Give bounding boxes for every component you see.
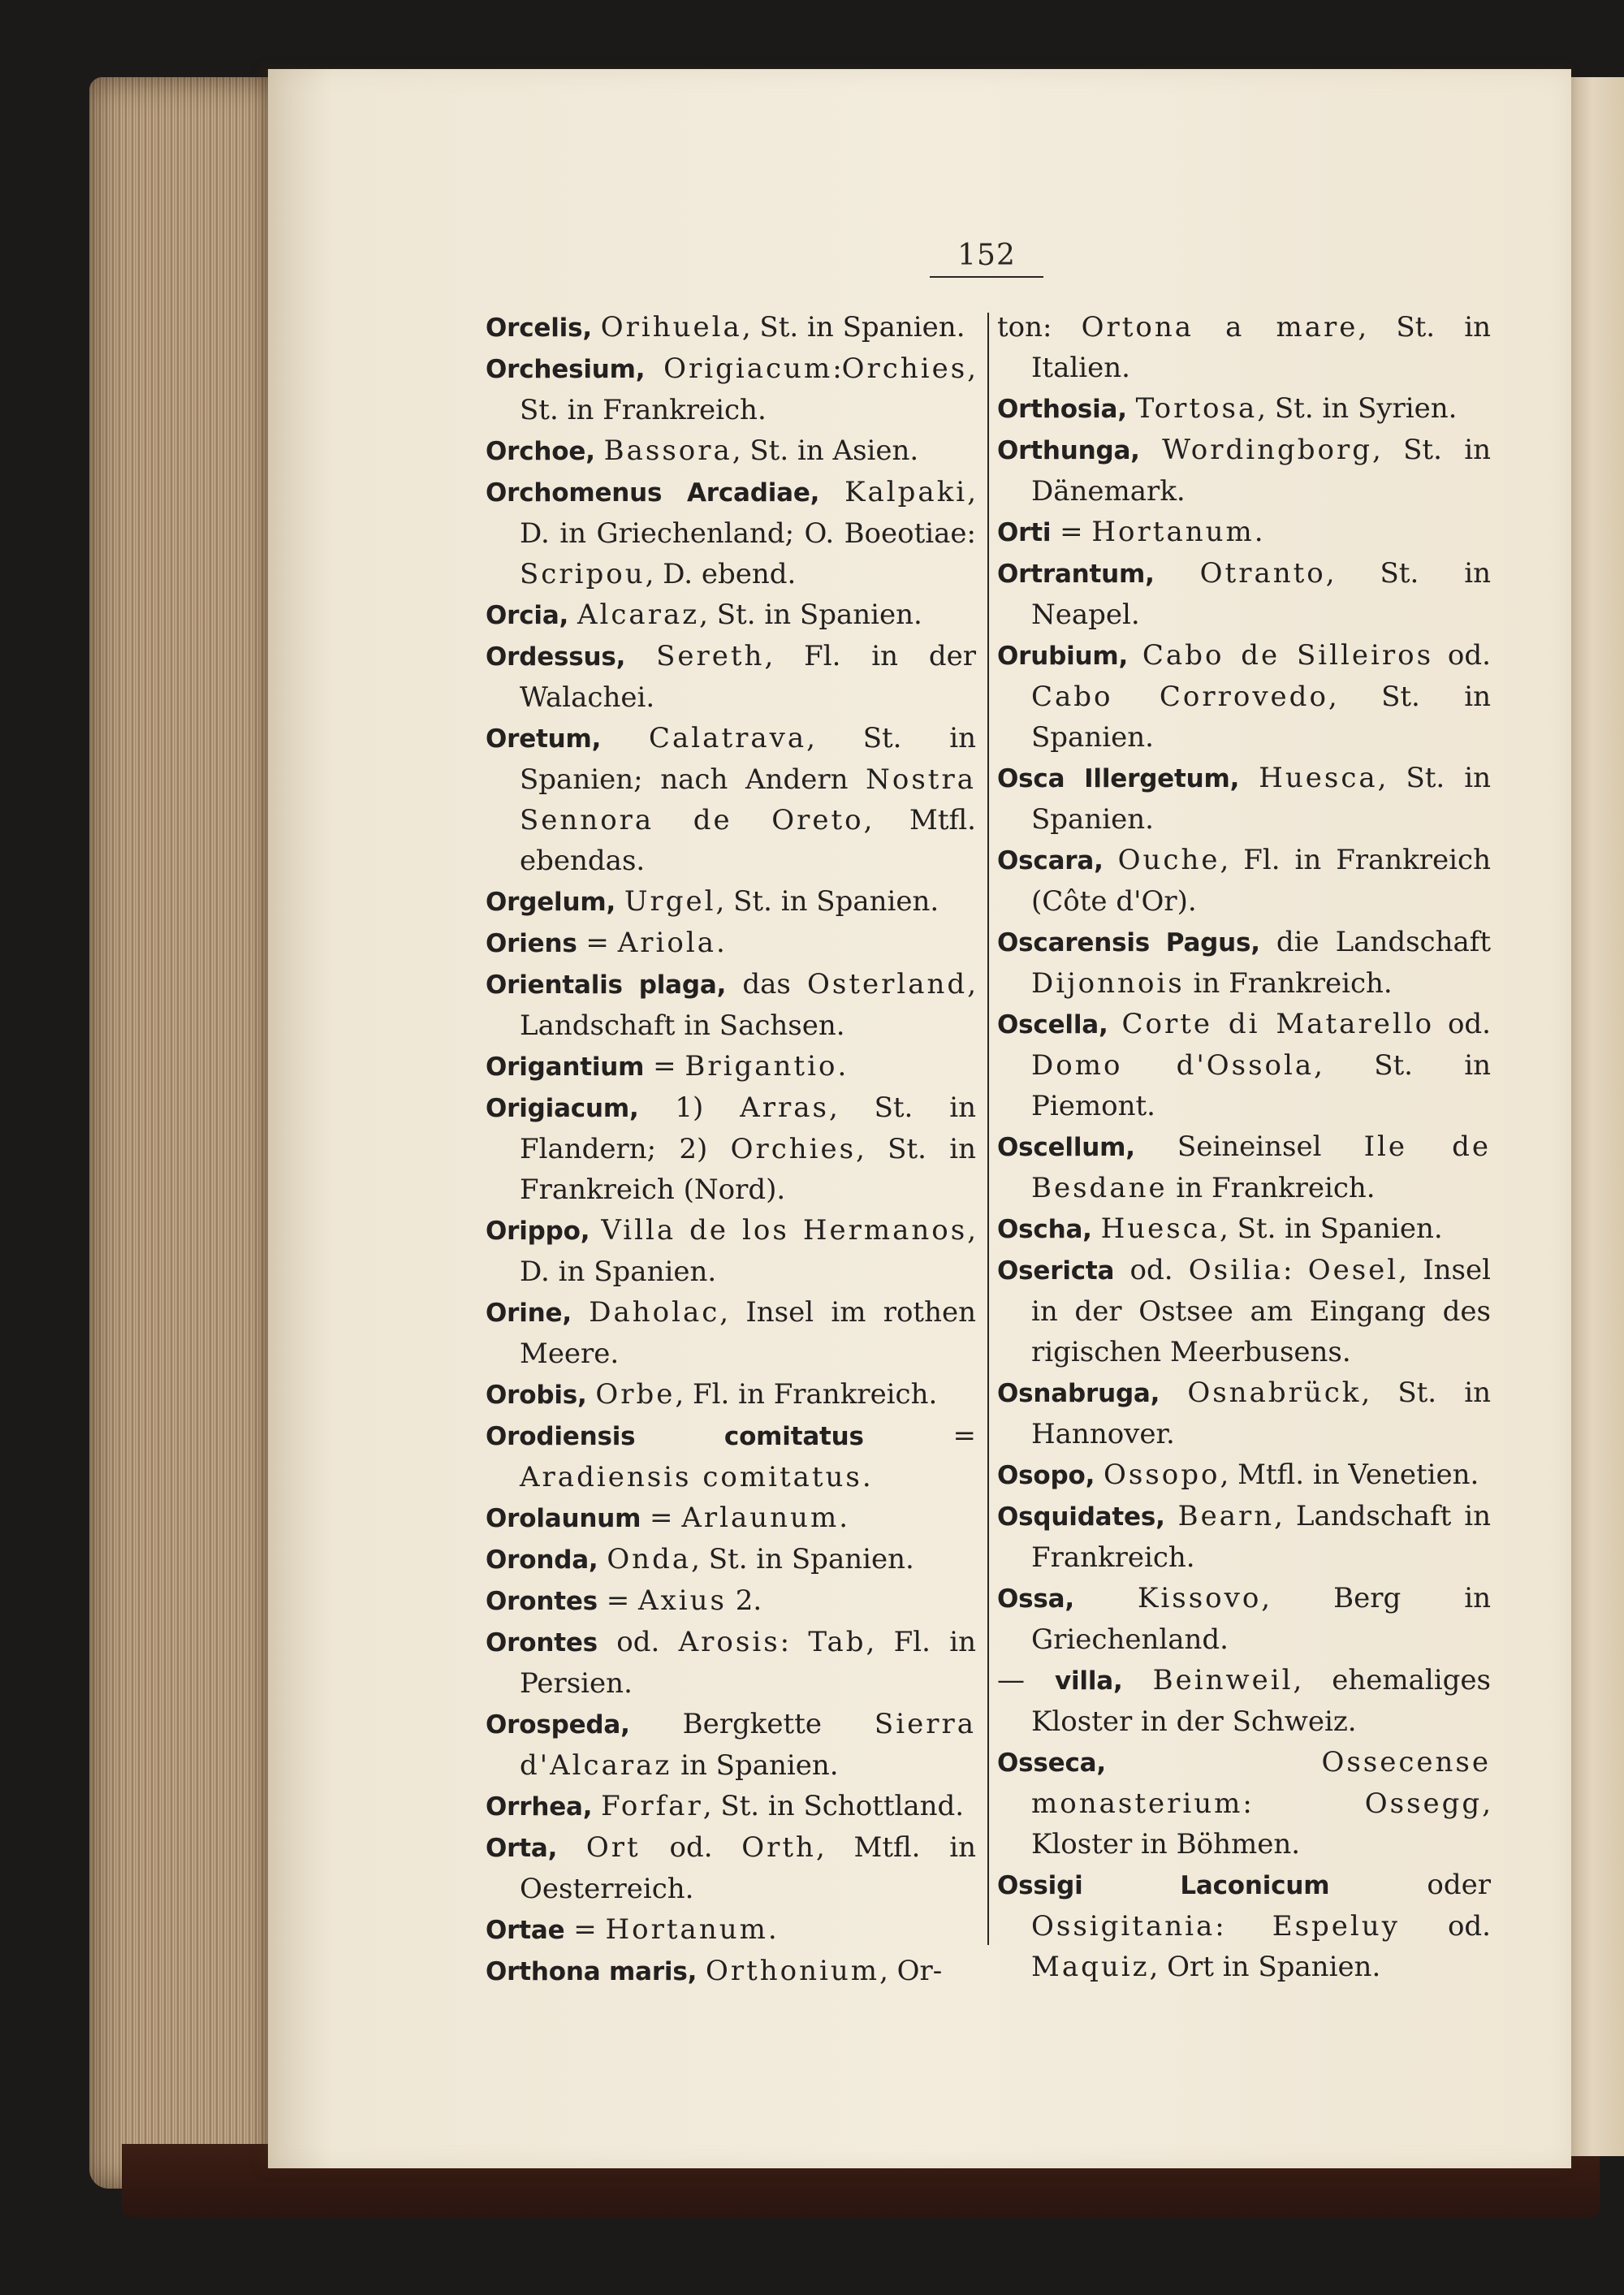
dictionary-entry (486, 1539, 976, 1580)
entry-headword: Osquidates, (997, 1502, 1165, 1532)
entry-text: . (767, 1913, 777, 1946)
entry-text: , Or- (879, 1955, 943, 1987)
entry-text (592, 311, 601, 344)
modern-name: Wordingborg (1162, 434, 1373, 466)
entry-headword: Oretum, (486, 724, 602, 754)
dictionary-entry (486, 1046, 976, 1087)
dictionary-entry (997, 1454, 1491, 1496)
entry-text: , D. ebend. (645, 558, 797, 590)
dictionary-entry (997, 1004, 1491, 1126)
entry-headword: Osopo, (997, 1461, 1095, 1490)
modern-name: Orbe (595, 1378, 676, 1411)
entry-headword: Orospeda, (486, 1710, 630, 1740)
entry-headword: Origiacum, (486, 1094, 639, 1123)
entry-text (645, 352, 663, 385)
entry-text: od. (1399, 1910, 1491, 1943)
modern-name: Aradiensis comitatus (520, 1461, 862, 1493)
entry-headword: Oscha, (997, 1215, 1092, 1244)
entry-text: = (644, 1050, 685, 1083)
entry-headword: Osca Illergetum, (997, 764, 1240, 793)
entry-headword: Orchomenus Arcadiae, (486, 478, 820, 508)
dictionary-entry (486, 1704, 976, 1786)
dictionary-entry (486, 964, 976, 1046)
dictionary-entry (486, 1210, 976, 1292)
modern-name: Arosis (678, 1626, 780, 1658)
modern-name: Orthonium (705, 1955, 880, 1987)
modern-name: Ossopo (1103, 1459, 1220, 1491)
dictionary-entry (997, 430, 1491, 512)
entry-text: , St. in Schottland. (702, 1790, 965, 1822)
entry-text: in Frankreich. (1184, 967, 1393, 1000)
entry-text: : (1242, 1787, 1365, 1820)
entry-headword: Orontes (486, 1628, 598, 1658)
dictionary-entry (486, 718, 976, 881)
entry-headword: Osseca, (997, 1748, 1106, 1778)
dictionary-entry (997, 1742, 1491, 1865)
dictionary-entry (997, 1660, 1491, 1742)
dictionary-entry (997, 840, 1491, 922)
entry-text: , St. in Frankreich (Nord). (520, 1133, 976, 1206)
modern-name: Orchies (730, 1133, 857, 1165)
dictionary-entry (997, 1578, 1491, 1660)
header-rule (930, 276, 1043, 278)
modern-name: Orchies (841, 352, 968, 385)
entry-text: , D. in Griechenland; O. Boeotiae: (520, 476, 976, 550)
dictionary-entry (997, 553, 1491, 635)
entry-text: , ehemaliges Kloster in der Schweiz. (1031, 1664, 1491, 1738)
entry-text: , St. in Syrien. (1257, 392, 1458, 425)
entry-headword: Ortrantum, (997, 560, 1155, 589)
entry-text: , St. in Neapel. (1031, 557, 1491, 631)
dictionary-entry (997, 1126, 1491, 1208)
entry-text: = (597, 1584, 639, 1617)
modern-name: Villa de los Hermanos (601, 1214, 968, 1247)
entry-text: , Fl. in Frankreich. (675, 1378, 938, 1411)
entry-text: , Insel im rothen Meere. (520, 1296, 977, 1370)
entry-text: , Mtfl. in Oesterreich. (520, 1831, 976, 1905)
entry-text (587, 1378, 596, 1411)
entry-text: Bergkette (629, 1708, 875, 1740)
entry-text: od. (597, 1626, 679, 1658)
entry-headword: Orcia, (486, 601, 569, 630)
entry-text (625, 640, 656, 672)
entry-headword: Oscara, (997, 846, 1104, 875)
entry-text (1165, 1500, 1178, 1532)
entry-headword: Orti (997, 518, 1052, 547)
entry-text: , Berg in Griechenland. (1031, 1582, 1492, 1656)
entry-text: : (1283, 1254, 1308, 1286)
modern-name: Kalpaki (844, 476, 968, 508)
modern-name: Orihuela (600, 311, 742, 344)
dictionary-entry (486, 923, 976, 964)
modern-name: Scripou (520, 558, 646, 590)
entry-text: , St. in Spanien. (715, 885, 939, 918)
dictionary-entry (486, 1580, 976, 1622)
entry-text: , D. in Spanien. (520, 1214, 976, 1288)
entry-text: : (780, 1626, 809, 1658)
entry-text: . (1254, 516, 1263, 548)
modern-name: Espeluy (1272, 1910, 1400, 1943)
modern-name: Maquiz (1031, 1951, 1150, 1983)
entry-text: , St. in Asien. (732, 434, 919, 467)
dictionary-entry (997, 1496, 1491, 1578)
dictionary-entry (997, 1865, 1491, 1987)
entry-text (598, 1543, 607, 1575)
modern-name: Hortanum (605, 1913, 768, 1946)
entry-headword: Orthosia, (997, 395, 1127, 424)
modern-name: Tortosa (1135, 392, 1258, 425)
entry-text (1092, 1212, 1101, 1245)
entry-headword: Orontes (486, 1587, 598, 1616)
entry-text: od. (1114, 1254, 1189, 1286)
modern-name: Ile de Besdane (1031, 1130, 1492, 1204)
dictionary-entry (486, 1827, 976, 1909)
entry-text: , Fl. in Persien. (520, 1626, 976, 1700)
modern-name: Osterland (807, 968, 968, 1001)
dictionary-entry (486, 1498, 976, 1539)
entry-headword: Orchoe, (486, 437, 595, 466)
modern-name: Nostra Sennora de Oreto (520, 763, 976, 836)
entry-headword: Orippo, (486, 1217, 590, 1246)
entry-text: od. (1433, 639, 1491, 672)
entry-text: , Fl. in der Walachei. (520, 640, 976, 714)
entry-text: die Landschaft (1259, 926, 1491, 958)
entry-text: , Ort in Spanien. (1149, 1951, 1381, 1983)
entry-text (1104, 844, 1118, 876)
modern-name: Origiacum (663, 352, 833, 385)
entry-text (1074, 1582, 1138, 1614)
entry-headword: Orine, (486, 1299, 572, 1328)
entry-text: . (839, 1502, 849, 1534)
modern-name: Dijonnois (1031, 967, 1185, 1000)
entry-headword: Oscellum, (997, 1133, 1135, 1162)
modern-name: Beinweil (1152, 1664, 1294, 1696)
entry-text: = (641, 1502, 682, 1534)
modern-name: Arlaunum (681, 1502, 840, 1534)
modern-name: Onda (607, 1543, 692, 1575)
entry-text: — (997, 1664, 1055, 1696)
entry-text (1108, 1008, 1122, 1040)
entry-text: , St. in Italien. (1031, 311, 1491, 384)
entry-headword: Ossigi Laconicum (997, 1871, 1330, 1900)
modern-name: Bassora (603, 434, 732, 467)
modern-name: Bearn (1177, 1500, 1275, 1532)
modern-name: Ouche (1117, 844, 1220, 876)
modern-name: Cabo de Silleiros (1142, 639, 1434, 672)
entry-headword: Orchesium, (486, 355, 646, 384)
entry-text: od. (1434, 1008, 1491, 1040)
entry-text: Seineinsel (1134, 1130, 1364, 1163)
dictionary-entry (486, 348, 976, 430)
entry-text: , St. in Spanien. (741, 311, 965, 344)
facing-page-edge (1571, 77, 1624, 2156)
entry-text: in Frankreich. (1167, 1172, 1376, 1204)
modern-name: Ossigitania (1031, 1910, 1216, 1943)
entry-headword: Origantium (486, 1052, 645, 1082)
entry-text: , Landschaft in Sachsen. (520, 968, 976, 1042)
entry-text (595, 434, 604, 467)
entry-text: 1) (638, 1091, 741, 1124)
entry-text: , St. in Piemont. (1031, 1049, 1491, 1122)
entry-text (1239, 762, 1259, 794)
modern-name: Arras (740, 1091, 829, 1124)
entry-text: = (863, 1420, 976, 1452)
entry-text: , Fl. in Frankreich (Côte d'Or). (1031, 844, 1491, 918)
entry-text: . (837, 1050, 847, 1083)
entry-text: : (832, 352, 842, 385)
dictionary-entry (486, 881, 976, 923)
modern-name: Hortanum (1091, 516, 1255, 548)
dictionary-entry (486, 307, 976, 348)
entry-headword: Orgelum, (486, 888, 616, 917)
entry-text: , St. in Frankreich. (520, 352, 976, 426)
entry-text: = (1051, 516, 1092, 548)
entry-text: , St. in Spanien. (699, 599, 922, 631)
modern-name: Oesel (1307, 1254, 1399, 1286)
entry-text (697, 1955, 706, 1987)
entry-text (819, 476, 844, 508)
entry-headword: Orobis, (486, 1381, 587, 1410)
entry-headword: Orrhea, (486, 1792, 593, 1822)
entry-text (1123, 1664, 1153, 1696)
dictionary-entry (486, 472, 976, 594)
modern-name: Ariola (617, 927, 717, 959)
entry-text: in Spanien. (672, 1749, 839, 1782)
entry-text (1106, 1746, 1322, 1779)
entry-text (568, 599, 577, 631)
entry-text (592, 1790, 601, 1822)
modern-name: Ortona a mare (1081, 311, 1358, 344)
dictionary-entry (997, 922, 1491, 1004)
entry-headword: Orta, (486, 1834, 558, 1863)
entry-text: , St. in Dänemark. (1031, 434, 1491, 508)
entry-headword: Ossa, (997, 1584, 1074, 1614)
entry-text: , St. in Hannover. (1031, 1377, 1491, 1450)
entry-headword: Oriens (486, 929, 577, 958)
entry-text: das (726, 968, 808, 1001)
entry-text: : (1215, 1910, 1272, 1943)
modern-name: Daholac (589, 1296, 720, 1329)
entry-text: oder (1329, 1869, 1491, 1901)
entry-text: , Mtfl. in Venetien. (1220, 1459, 1479, 1491)
entry-headword: Osericta (997, 1256, 1115, 1286)
entry-headword: Orolaunum (486, 1504, 641, 1533)
entry-headword: Osnabruga, (997, 1379, 1160, 1408)
modern-name: Tab (808, 1626, 866, 1658)
entry-text (1140, 434, 1162, 466)
dictionary-entry (997, 388, 1491, 430)
entry-text (1127, 392, 1136, 425)
entry-text: , Landschaft in Frankreich. (1031, 1500, 1491, 1574)
entry-text: ton: (997, 311, 1082, 344)
modern-name: Orth (741, 1831, 816, 1864)
modern-name: Brigantio (685, 1050, 838, 1083)
entry-headword: Orubium, (997, 642, 1129, 671)
modern-name: Ossegg (1364, 1787, 1483, 1820)
dictionary-entry (486, 1951, 976, 1992)
entry-headword: Orientalis plaga, (486, 970, 727, 1000)
entry-text: od. (640, 1831, 742, 1864)
entry-text (590, 1214, 601, 1247)
entry-text: , St. in Spanien. (691, 1543, 914, 1575)
entry-text (572, 1296, 589, 1329)
modern-name: Kissovo (1137, 1582, 1262, 1614)
dictionary-entry (486, 1909, 976, 1951)
modern-name: Huesca (1259, 762, 1378, 794)
entry-headword: Orcelis, (486, 313, 592, 343)
entry-text (1155, 557, 1200, 590)
dictionary-entry (486, 1087, 976, 1210)
entry-text: . (716, 927, 725, 959)
entry-text (615, 885, 624, 918)
right-column (997, 307, 1491, 1987)
modern-name: Ossecense monasterium (1031, 1746, 1491, 1820)
modern-name: Urgel (624, 885, 716, 918)
dictionary-entry (486, 1786, 976, 1827)
entry-text: , St. in Spanien; nach Andern (520, 722, 976, 796)
entry-text: . (862, 1461, 871, 1493)
dictionary-entry (997, 307, 1491, 388)
entry-text (1128, 639, 1142, 672)
dictionary-entry (997, 758, 1491, 840)
modern-name: Calatrava (649, 722, 807, 754)
dictionary-entry (997, 1208, 1491, 1250)
dictionary-entry (486, 1292, 976, 1374)
left-column (486, 307, 976, 1992)
dictionary-entry (486, 430, 976, 472)
entry-headword: Orthunga, (997, 436, 1140, 465)
entry-text: , St. in Spanien. (1031, 681, 1491, 754)
entry-text: = (577, 927, 618, 959)
column-divider (987, 313, 989, 1945)
modern-name: Alcaraz (577, 599, 700, 631)
entry-headword: Oscarensis Pagus, (997, 928, 1260, 957)
dictionary-entry (486, 1622, 976, 1704)
modern-name: Corte di Matarello (1121, 1008, 1435, 1040)
modern-name: Forfar (601, 1790, 703, 1822)
entry-text: 2. (726, 1584, 762, 1617)
dictionary-entry (997, 1372, 1491, 1454)
dictionary-entry (486, 594, 976, 636)
entry-text: , St. in Spanien. (1220, 1212, 1443, 1245)
modern-name: Huesca (1100, 1212, 1220, 1245)
modern-name: Osilia (1188, 1254, 1284, 1286)
modern-name: Domo d'Ossola (1031, 1049, 1315, 1082)
entry-headword: Ordessus, (486, 642, 626, 672)
entry-text: , St. in Flandern; 2) (520, 1091, 976, 1165)
dictionary-entry (486, 1415, 976, 1498)
entry-text (601, 722, 649, 754)
entry-text: , Mtfl. ebendas. (520, 804, 976, 877)
entry-text: , St. in Spanien. (1031, 762, 1491, 836)
entry-text (1095, 1459, 1104, 1491)
entry-headword: Orthona maris, (486, 1957, 698, 1986)
entry-text: , Insel in der Ostsee am Eingang des rigischen Meerbusens. (1031, 1254, 1491, 1368)
entry-headword: villa, (1055, 1666, 1123, 1696)
modern-name: Osnabrück (1187, 1377, 1362, 1409)
entry-headword: Oronda, (486, 1545, 598, 1575)
entry-headword: Ortae (486, 1916, 565, 1945)
page-number: 152 (957, 239, 1016, 272)
entry-text: = (564, 1913, 606, 1946)
modern-name: Sereth (656, 640, 765, 672)
dictionary-entry (997, 1250, 1491, 1372)
entry-headword: Oscella, (997, 1010, 1108, 1039)
entry-text: , Kloster in Böhmen. (1031, 1787, 1491, 1861)
modern-name: Otranto (1199, 557, 1326, 590)
modern-name: Cabo Corrovedo (1031, 681, 1328, 713)
dictionary-entry (997, 512, 1491, 553)
modern-name: Axius (638, 1584, 727, 1617)
dictionary-entry (486, 636, 976, 718)
modern-name: Ort (585, 1831, 641, 1864)
entry-text (1160, 1377, 1187, 1409)
entry-headword: Orodiensis comitatus (486, 1422, 864, 1451)
entry-text (557, 1831, 586, 1864)
dictionary-entry (997, 635, 1491, 758)
book-page-edges (89, 77, 284, 2189)
dictionary-entry (486, 1374, 976, 1415)
modern-name: Sierra d'Alcaraz (520, 1708, 976, 1782)
